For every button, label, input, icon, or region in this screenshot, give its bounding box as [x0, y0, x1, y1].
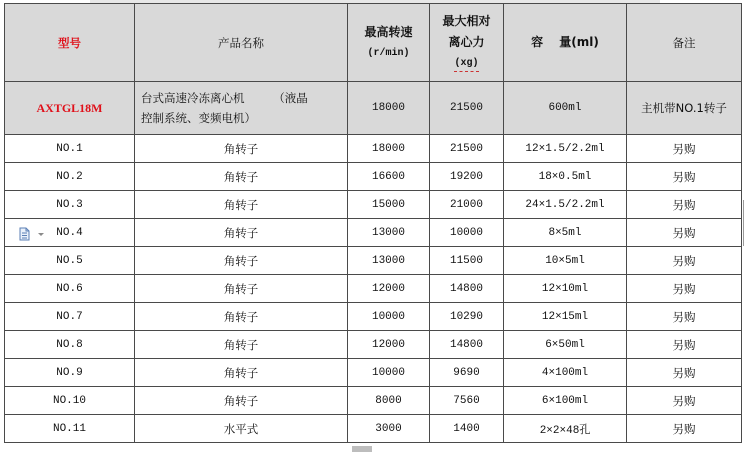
table-row — [5, 163, 742, 191]
rotor-rcf: 19200 — [430, 163, 504, 191]
main-unit-capacity: 600ml — [504, 82, 627, 135]
window-edge-line — [743, 200, 744, 246]
main-unit-name — [135, 82, 348, 135]
rotor-speed: 10000 — [348, 359, 430, 387]
table-row — [5, 275, 742, 303]
rotor-no: NO.2 — [5, 163, 135, 191]
main-unit-name-line1: 台式高速冷冻离心机 （液晶 — [141, 91, 308, 105]
rotor-type: 角转子 — [135, 163, 348, 191]
rotor-no: NO.9 — [5, 359, 135, 387]
rotor-type: 角转子 — [135, 247, 348, 275]
rotor-capacity: 12×10ml — [504, 275, 627, 303]
rotor-remarks: 另购 — [627, 303, 742, 331]
document-dropdown-icon[interactable] — [18, 226, 48, 240]
rotor-type: 角转子 — [135, 219, 348, 247]
scroll-indicator — [352, 446, 372, 452]
header-product-name: 产品名称 — [135, 4, 348, 82]
rotor-type: 水平式 — [135, 415, 348, 443]
rotor-no: NO.8 — [5, 331, 135, 359]
rotor-rcf: 14800 — [430, 331, 504, 359]
rotor-type: 角转子 — [135, 191, 348, 219]
rotor-capacity: 6×100ml — [504, 387, 627, 415]
header-max-rcf-unit: (xg) — [454, 57, 478, 72]
rotor-remarks: 另购 — [627, 387, 742, 415]
rotor-speed: 16600 — [348, 163, 430, 191]
main-unit-max-speed: 18000 — [348, 82, 430, 135]
rotor-capacity: 18×0.5ml — [504, 163, 627, 191]
rotor-rcf: 14800 — [430, 275, 504, 303]
rotor-speed: 12000 — [348, 331, 430, 359]
rotor-remarks: 另购 — [627, 191, 742, 219]
rotor-capacity: 12×15ml — [504, 303, 627, 331]
header-max-speed — [348, 4, 430, 82]
rotor-no: NO.1 — [5, 135, 135, 163]
rotor-remarks: 另购 — [627, 275, 742, 303]
rotor-capacity: 12×1.5/2.2ml — [504, 135, 627, 163]
rotor-capacity: 10×5ml — [504, 247, 627, 275]
rotor-rcf: 1400 — [430, 415, 504, 443]
rotor-type: 角转子 — [135, 303, 348, 331]
centrifuge-spec-table — [4, 3, 742, 443]
rotor-type: 角转子 — [135, 275, 348, 303]
main-unit-remarks: 主机带NO.1转子 — [627, 82, 742, 135]
rotor-capacity: 4×100ml — [504, 359, 627, 387]
rotor-speed: 18000 — [348, 135, 430, 163]
rotor-type: 角转子 — [135, 387, 348, 415]
rotor-no: NO.10 — [5, 387, 135, 415]
rotor-remarks: 另购 — [627, 415, 742, 443]
rotor-speed: 8000 — [348, 387, 430, 415]
rotor-no: NO.3 — [5, 191, 135, 219]
rotor-rcf: 10290 — [430, 303, 504, 331]
rotor-type: 角转子 — [135, 331, 348, 359]
header-max-rcf-line2: 离心力 — [448, 35, 485, 49]
rotor-speed: 10000 — [348, 303, 430, 331]
header-max-speed-unit: (r/min) — [367, 47, 410, 59]
rotor-capacity: 8×5ml — [504, 219, 627, 247]
rotor-remarks: 另购 — [627, 331, 742, 359]
rotor-remarks: 另购 — [627, 359, 742, 387]
table-row — [5, 247, 742, 275]
rotor-no: NO.6 — [5, 275, 135, 303]
rotor-type: 角转子 — [135, 359, 348, 387]
rotor-rcf: 21500 — [430, 135, 504, 163]
rotor-speed: 3000 — [348, 415, 430, 443]
table-row — [5, 191, 742, 219]
main-unit-row — [5, 82, 742, 135]
table-row — [5, 387, 742, 415]
table-row — [5, 135, 742, 163]
main-unit-model: AXTGL18M — [5, 82, 135, 135]
rotor-speed: 13000 — [348, 247, 430, 275]
rotor-rcf: 10000 — [430, 219, 504, 247]
table-row — [5, 415, 742, 443]
rotor-capacity: 2×2×48孔 — [504, 415, 627, 443]
table-row — [5, 303, 742, 331]
rotor-capacity: 6×50ml — [504, 331, 627, 359]
rotor-remarks: 另购 — [627, 135, 742, 163]
main-unit-max-rcf: 21500 — [430, 82, 504, 135]
header-max-speed-label: 最高转速 — [364, 24, 413, 39]
rotor-remarks: 另购 — [627, 163, 742, 191]
rotor-no: NO.11 — [5, 415, 135, 443]
header-capacity: 容 量(ml) — [504, 4, 627, 82]
rotor-speed: 13000 — [348, 219, 430, 247]
table-row — [5, 359, 742, 387]
rotor-capacity: 24×1.5/2.2ml — [504, 191, 627, 219]
rotor-type: 角转子 — [135, 135, 348, 163]
rotor-rcf: 21000 — [430, 191, 504, 219]
rotor-remarks: 另购 — [627, 247, 742, 275]
table-header-row — [5, 4, 742, 82]
rotor-no: NO.7 — [5, 303, 135, 331]
rotor-no: NO.4 — [5, 219, 135, 247]
header-remarks: 备注 — [627, 4, 742, 82]
header-max-rcf-line1: 最大相对 — [442, 14, 491, 28]
rotor-no: NO.5 — [5, 247, 135, 275]
rotor-rcf: 9690 — [430, 359, 504, 387]
header-max-rcf — [430, 4, 504, 82]
rotor-speed: 12000 — [348, 275, 430, 303]
rotor-rcf: 11500 — [430, 247, 504, 275]
rotor-rcf: 7560 — [430, 387, 504, 415]
table-row — [5, 331, 742, 359]
header-model: 型号 — [5, 4, 135, 82]
table-row — [5, 219, 742, 247]
rotor-remarks: 另购 — [627, 219, 742, 247]
main-unit-name-line2: 控制系统、变频电机） — [141, 111, 256, 125]
rotor-speed: 15000 — [348, 191, 430, 219]
